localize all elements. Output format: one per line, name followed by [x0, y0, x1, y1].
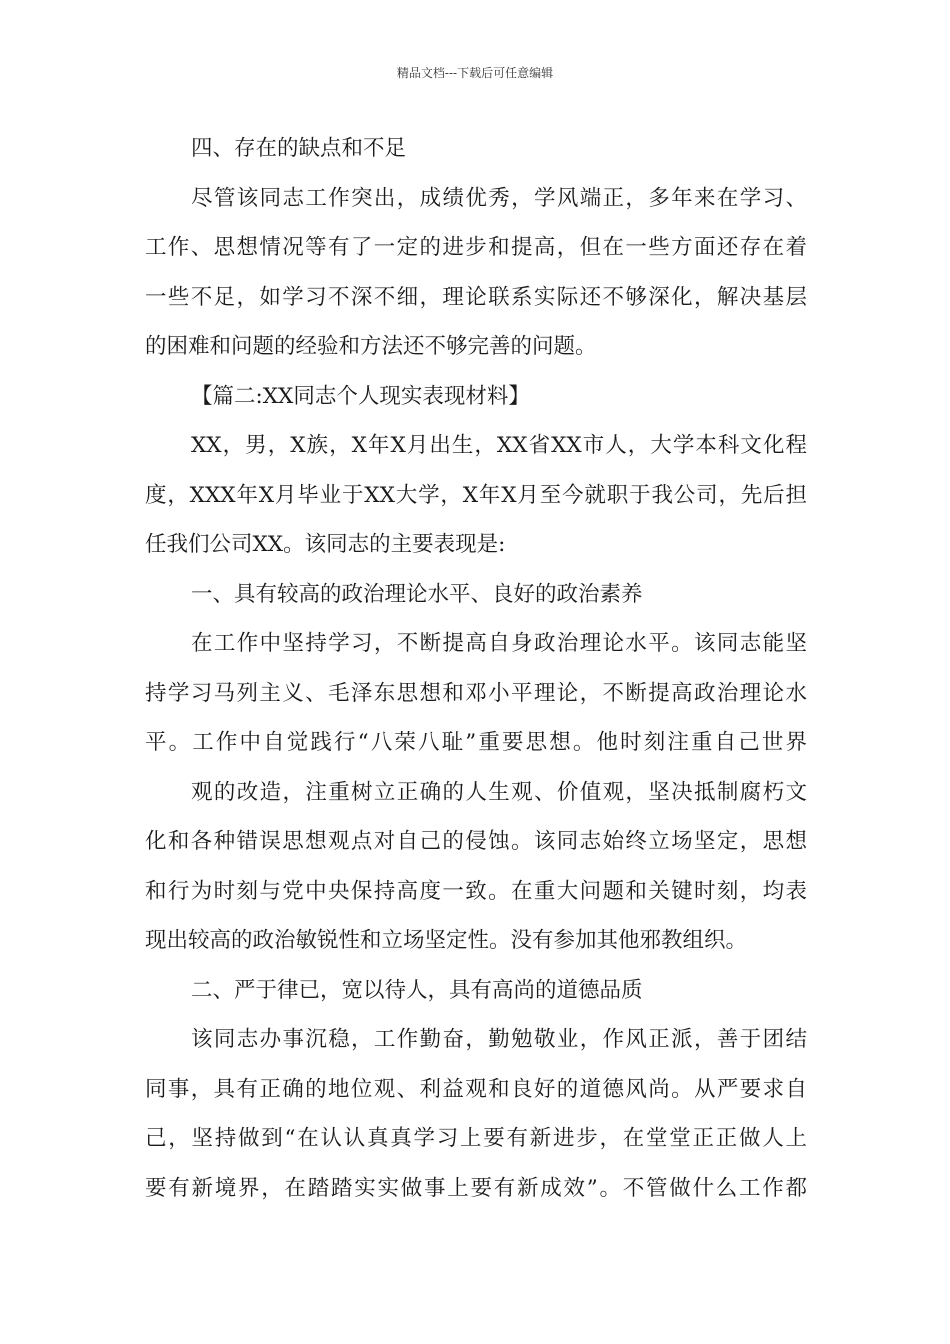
paragraph-line: 尽管该同志工作突出，成绩优秀，学风端正，多年来在学习、	[191, 185, 807, 211]
section-heading: 一、具有较高的政治理论水平、良好的政治素养	[191, 581, 643, 607]
section-heading: 二、严于律已，宽以待人，具有高尚的道德品质	[191, 977, 643, 1003]
paragraph-line: 现出较高的政治敏锐性和立场坚定性。没有参加其他邪教组织。	[145, 928, 748, 953]
section-heading: 四、存在的缺点和不足	[191, 136, 407, 161]
paragraph-line: 持学习马列主义、毛泽东思想和邓小平理论，不断提高政治理论水	[145, 680, 807, 706]
paragraph-line: 该同志办事沉稳，工作勤奋，勤勉敬业，作风正派，善于团结	[191, 1027, 807, 1052]
paragraph-line: 工作、思想情况等有了一定的进步和提高，但在一些方面还存在着	[145, 235, 807, 260]
paragraph-line: 平。工作中自觉践行“八荣八耻”重要思想。他时刻注重自己世界	[145, 730, 807, 755]
paragraph-line: 的困难和问题的经验和方法还不够完善的问题。	[145, 334, 597, 359]
paragraph-line: 己，坚持做到“在认认真真学习上要有新进步，在堂堂正正做人上	[145, 1126, 807, 1151]
article-title: 【篇二:XX同志个人现实表现材料】	[191, 383, 530, 409]
paragraph-line: 同事，具有正确的地位观、利益观和良好的道德风尚。从严要求自	[145, 1076, 807, 1102]
paragraph-line: 和行为时刻与党中央保持高度一致。在重大问题和关键时刻，均表	[145, 878, 807, 904]
paragraph-line: 要有新境界，在踏踏实实做事上要有新成效”。不管做什么工作都	[145, 1175, 807, 1201]
paragraph-line: 观的改造，注重树立正确的人生观、价值观，坚决抵制腐朽文	[191, 779, 807, 805]
paragraph-line: XX，男，X族，X年X月出生，XX省XX市人，大学本科文化程	[191, 433, 807, 458]
paragraph-line: 一些不足，如学习不深不细，理论联系实际还不够深化，解决基层	[145, 284, 807, 310]
paragraph-line: 度，XXX年X月毕业于XX大学，X年X月至今就职于我公司，先后担	[145, 482, 807, 508]
page-header: 精品文档---下载后可任意编辑	[396, 66, 554, 80]
paragraph-line: 在工作中坚持学习，不断提高自身政治理论水平。该同志能坚	[191, 631, 807, 656]
paragraph-line: 任我们公司XX。该同志的主要表现是:	[145, 532, 506, 557]
document-body	[145, 124, 807, 1213]
paragraph-line: 化和各种错误思想观点对自己的侵蚀。该同志始终立场坚定，思想	[145, 829, 807, 854]
